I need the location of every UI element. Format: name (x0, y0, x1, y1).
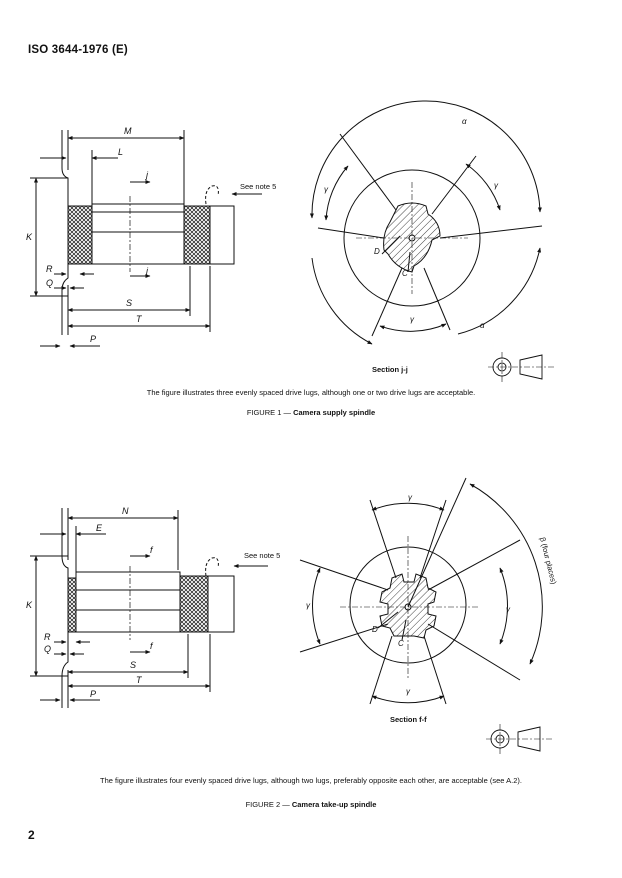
f2-section-label: Section f-f (390, 715, 427, 724)
page-number: 2 (28, 828, 35, 842)
document-header: ISO 3644-1976 (E) (28, 44, 128, 56)
f2-label-N: N (122, 506, 129, 516)
f2-beta-label: β (four places) (538, 536, 559, 586)
figure2-section-view (300, 478, 542, 704)
f1-projection-symbol (488, 352, 556, 382)
figure2-side-view (30, 508, 268, 708)
f1-gamma-right: γ (494, 181, 498, 190)
f1-gamma-bottom: γ (410, 315, 414, 324)
f2-label-R: R (44, 632, 51, 642)
f1-label-D: D (374, 247, 380, 256)
f2-label-E: E (96, 523, 103, 533)
figure1-side-view (30, 130, 262, 346)
f2-label-C: C (398, 639, 404, 648)
f1-label-j-top: j (146, 170, 148, 180)
figure1-title: FIGURE 1 — Camera supply spindle (246, 408, 376, 417)
f2-gamma-bottom: γ (406, 687, 410, 696)
figure1-section-view (312, 101, 542, 344)
f1-label-j-bottom: j (146, 266, 148, 276)
f1-label-T: T (136, 314, 142, 324)
f1-note: See note 5 (240, 182, 277, 191)
f1-label-K: K (26, 232, 33, 242)
f1-alpha-bottom: α (480, 321, 485, 330)
f1-alpha-top: α (462, 117, 467, 126)
figure2-title: FIGURE 2 — Camera take-up spindle (245, 800, 377, 809)
f2-label-Q: Q (44, 644, 52, 654)
f1-label-C: C (402, 269, 408, 278)
f2-gamma-right: γ (506, 605, 510, 614)
figure1-caption: The figure illustrates three evenly spaced drive lugs, although one or two drive lugs are acceptable. (146, 388, 476, 397)
f1-section-label: Section j-j (372, 365, 408, 374)
f1-label-R: R (46, 264, 53, 274)
f2-label-K: K (26, 600, 33, 610)
f1-label-P: P (90, 334, 97, 344)
f1-label-Q: Q (46, 278, 54, 288)
f2-gamma-top: γ (408, 493, 412, 502)
f1-label-L: L (118, 147, 124, 157)
f2-label-P: P (90, 689, 97, 699)
f2-gamma-left: γ (306, 601, 310, 610)
f2-label-T: T (136, 675, 142, 685)
figure2-caption: The figure illustrates four evenly spaced drive lugs, although two lugs, preferably opposite each other, are acceptable (see A.2). (100, 776, 522, 785)
f2-label-S: S (130, 660, 137, 670)
f2-label-f-top: f (150, 545, 153, 555)
f2-note: See note 5 (244, 551, 281, 560)
f1-label-M: M (124, 126, 132, 136)
f1-gamma-left: γ (324, 185, 328, 194)
f1-label-S: S (126, 298, 133, 308)
f2-label-f-bottom: f (150, 641, 153, 651)
f2-label-D: D (372, 625, 378, 634)
f2-projection-symbol (486, 724, 554, 754)
